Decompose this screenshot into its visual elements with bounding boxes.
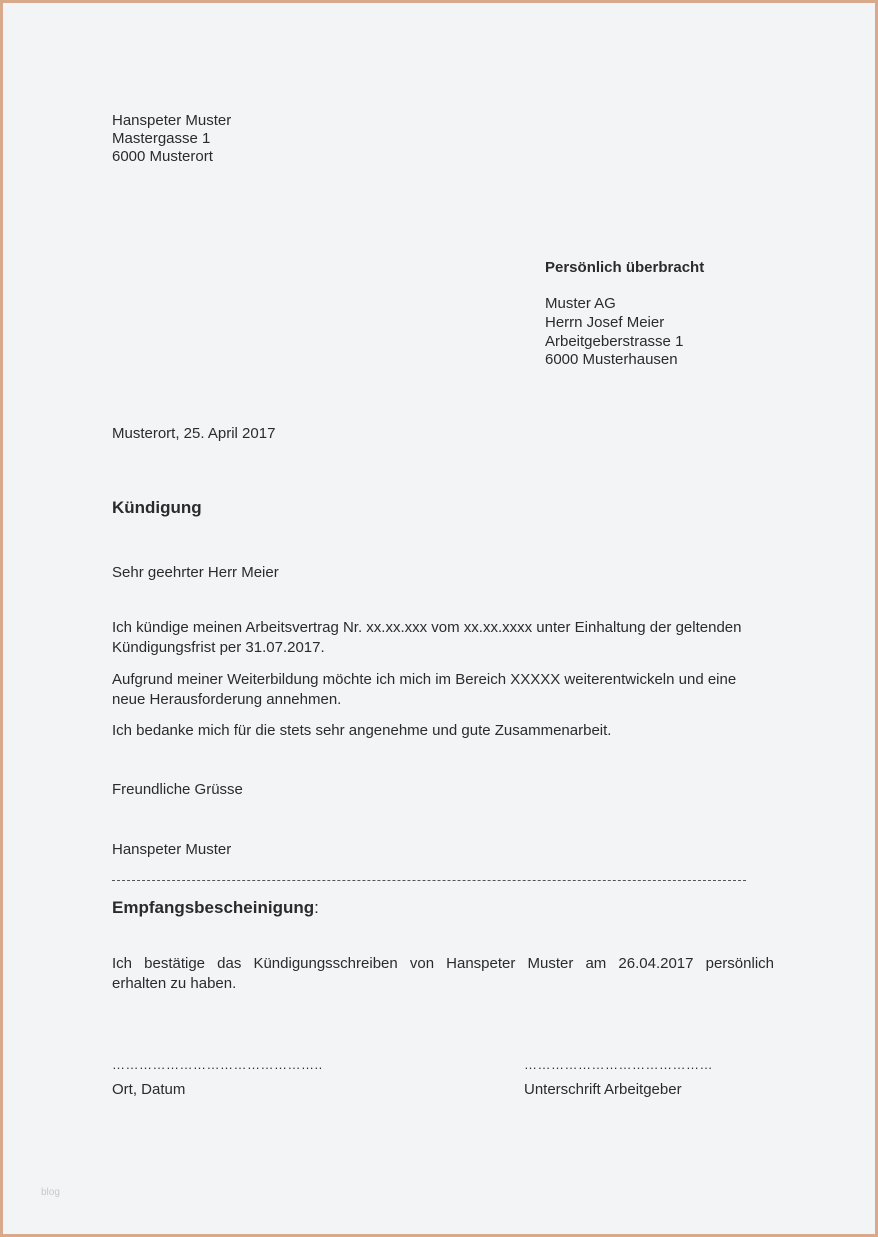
closing: Freundliche Grüsse [112,781,243,798]
place-date: Musterort, 25. April 2017 [112,425,276,442]
receipt-heading-text: Empfangsbescheinigung [112,898,315,917]
delivery-note: Persönlich überbracht [545,259,705,276]
body-paragraph-1 [112,618,774,658]
subject-heading: Kündigung [112,498,202,517]
sender-street: Mastergasse 1 [112,130,211,147]
sender-city: 6000 Musterort [112,148,213,165]
body-paragraph-2 [112,670,774,710]
place-date-signature-line: ……………………………………….. [112,1057,323,1072]
body-paragraph-1-line-2: Kündigungsfrist per 31.07.2017. [112,639,325,656]
body-paragraph-2-line-2: neue Herausforderung annehmen. [112,691,342,708]
employer-signature-line: …………………………………… [524,1057,713,1072]
receipt-heading-colon: : [314,898,319,917]
receipt-text [112,954,774,994]
recipient-city: 6000 Musterhausen [545,351,678,368]
signature-name: Hanspeter Muster [112,841,232,858]
place-date-label: Ort, Datum [112,1081,186,1098]
sender-name: Hanspeter Muster [112,112,232,129]
body-paragraph-2-line-1: Aufgrund meiner Weiterbildung möchte ich mich im Bereich XXXXX weiterentwickeln und eine [112,671,737,688]
recipient-company: Muster AG [545,295,616,312]
body-paragraph-3: Ich bedanke mich für die stets sehr angenehme und gute Zusammenarbeit. [112,722,612,739]
salutation: Sehr geehrter Herr Meier [112,564,279,581]
employer-signature-label: Unterschrift Arbeitgeber [524,1081,682,1098]
body-paragraph-1-line-1: Ich kündige meinen Arbeitsvertrag Nr. xx.xx.xxx vom xx.xx.xxxx unter Einhaltung der geltenden [112,619,742,636]
receipt-text-line-1: Ich bestätige das Kündigungsschreiben von Hanspeter Muster am 26.04.2017 persönlich [112,955,774,972]
cut-line-divider [112,880,746,881]
receipt-heading [112,899,319,917]
recipient-street: Arbeitgeberstrasse 1 [545,333,684,350]
watermark: blog [41,1187,60,1198]
recipient-contact: Herrn Josef Meier [545,314,665,331]
receipt-text-line-2: erhalten zu haben. [112,975,237,992]
